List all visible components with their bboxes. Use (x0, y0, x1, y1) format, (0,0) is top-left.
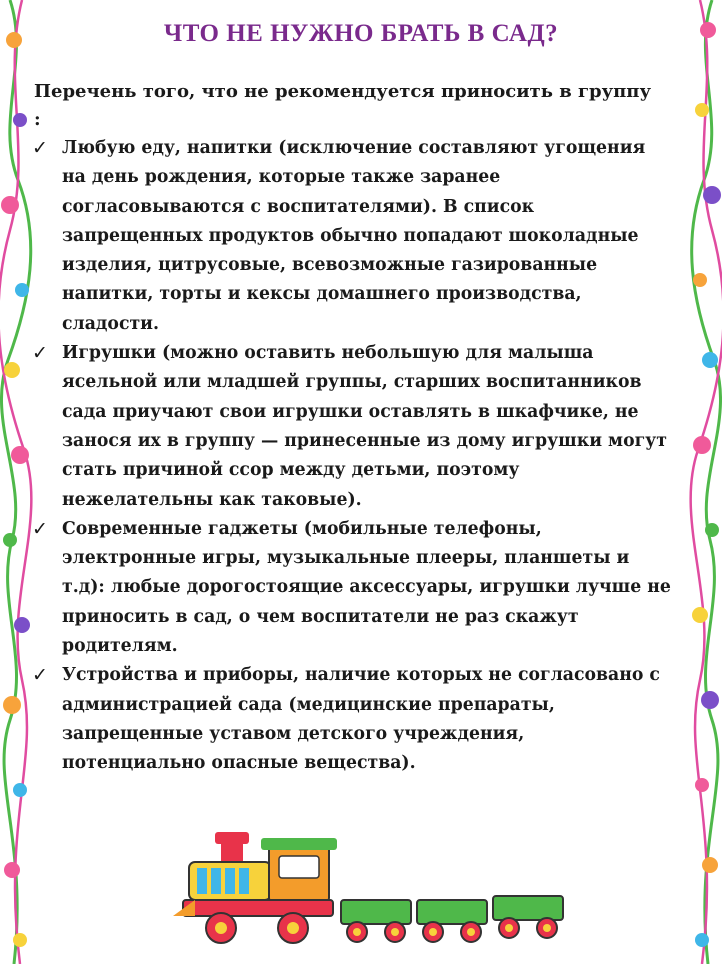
checkmark-icon: ✓ (32, 342, 48, 365)
list-item (32, 515, 672, 661)
list-item (32, 134, 672, 339)
intro-text: Перечень того, что не рекомендуется приносить в группу : (34, 81, 651, 130)
list-item-text: Современные гаджеты (мобильные телефоны, электронные игры, музыкальные плееры, планшеты и т.д): любые дорогостоящие аксессуары, игрушки лучше не приносить в сад, о чем воспитатели не раз скажут родителям. (62, 518, 671, 657)
list-item (32, 339, 672, 515)
toy-train-illustration (165, 820, 605, 950)
page-title: ЧТО НЕ НУЖНО БРАТЬ В САД? (163, 20, 559, 47)
checkmark-icon: ✓ (32, 517, 48, 540)
checkmark-icon: ✓ (32, 664, 48, 687)
list-item (32, 661, 672, 778)
floral-border-right (686, 0, 722, 964)
list-item-text: Устройства и приборы, наличие которых не согласовано с администрацией сада (медицинские препараты, запрещенные уставом детского учреждения, потенциально опасные вещества). (62, 665, 660, 774)
checkmark-icon: ✓ (32, 137, 48, 159)
floral-border-left (0, 0, 36, 964)
list-item-text: Игрушки (можно оставить небольшую для малыша ясельной или младшей группы, старших воспитанников сада приучают свои игрушки оставлять в шкафчике, не занося их в группу — принесенные из дому игрушки могут стать причиной ссор между детьми, поэтому нежелательны как таковые). (62, 343, 667, 510)
forbidden-items-list (32, 134, 672, 779)
list-item-text: Любую еду, напитки (исключение составляют угощения на день рождения, которые также заранее согласовываются с воспитателями). В список запрещенных продуктов обычно попадают шоколадные изделия, цитрусовые, всевозможные газированные напитки, торты и кексы домашнего производства, сладости. (62, 138, 646, 334)
